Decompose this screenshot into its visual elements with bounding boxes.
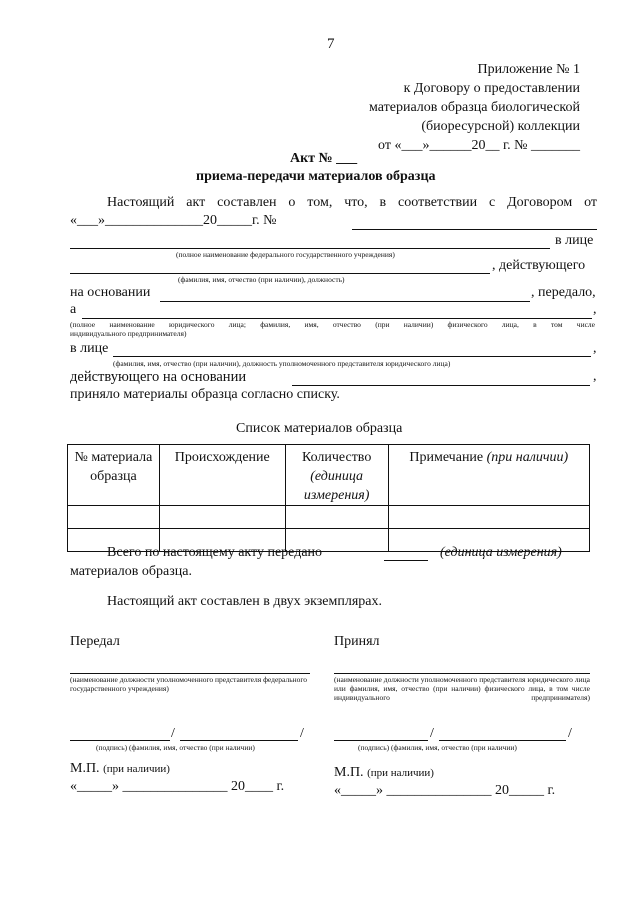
right-mp — [334, 765, 434, 781]
v-lice-label: в лице — [555, 233, 594, 248]
right-slash-end: / — [568, 726, 572, 741]
basis-comma: , — [593, 369, 597, 384]
col-quantity-line2: (единица — [310, 469, 363, 484]
right-name-line — [439, 740, 566, 741]
col-origin — [159, 445, 285, 506]
recipient-comma: , — [593, 302, 597, 317]
right-sign-hint: (подпись) (фамилия, имя, отчество (при наличии) — [358, 743, 517, 752]
left-mp-label: М.П. — [70, 761, 100, 776]
table-cell[interactable] — [68, 506, 160, 529]
col-quantity-line3: измерения) — [303, 488, 370, 503]
left-slash: / — [171, 726, 175, 741]
legal-entity-hint-1: (полное наименование юридического лица; фамилия, имя, отчество (при наличии) физического лица, в том числе — [70, 320, 595, 329]
col-material-number-line2: образца — [90, 469, 137, 484]
representative-comma: , — [593, 341, 597, 356]
appendix-line-2: к Договору о предоставлении — [403, 81, 580, 96]
left-mp — [70, 761, 170, 777]
v-lice-label-2: в лице — [70, 341, 109, 356]
table-cell[interactable] — [285, 506, 388, 529]
left-mp-note: (при наличии) — [103, 763, 170, 775]
fio-position-line — [70, 273, 490, 274]
contract-date-line: «___»______________20_____г. № — [70, 213, 277, 228]
act-title: Акт № ___ — [290, 151, 358, 166]
intro-text: Настоящий акт составлен о том, что, в соответствии с Договором от — [107, 195, 597, 210]
materials-table — [67, 444, 590, 552]
materials-label: материалов образца. — [70, 564, 192, 579]
peredalo-label: , передало, — [531, 285, 596, 300]
table-header-row — [68, 445, 590, 506]
col-quantity-line1: Количество — [301, 450, 372, 465]
right-date: «_____» _______________ 20_____ г. — [334, 783, 556, 798]
left-name-line — [180, 740, 298, 741]
legal-entity-hint-2: индивидуального предпринимателя) — [70, 329, 187, 338]
right-mp-note: (при наличии) — [367, 767, 434, 779]
representative-basis-line — [292, 385, 590, 386]
copies-text: Настоящий акт составлен в двух экземплярах. — [107, 594, 382, 609]
right-position-hint: (наименование должности уполномоченного представителя юридического лица или фамилия, имя, отчество (при наличии) физического лица, в том числе индивидуального предпринимателя) — [334, 675, 590, 702]
appendix-line-4: (биоресурсной) коллекции — [421, 119, 580, 134]
left-slash-end: / — [300, 726, 304, 741]
col-note-italic: (при наличии) — [486, 450, 569, 465]
representative-line — [113, 356, 591, 357]
na-osnovanii-label: на основании — [70, 285, 151, 300]
left-position-hint: (наименование должности уполномоченного представителя федерального государственного учреждения) — [70, 675, 308, 693]
col-note-label: Примечание — [409, 450, 487, 465]
appendix-header — [369, 60, 580, 155]
total-unit: (единица измерения) — [440, 545, 562, 560]
appendix-line-5: от «___»______20__ г. № _______ — [378, 138, 580, 153]
left-date: «_____» _______________ 20____ г. — [70, 779, 285, 794]
col-note — [388, 445, 589, 506]
contract-number-line — [352, 229, 597, 230]
recipient-line — [82, 318, 592, 319]
table-cell[interactable] — [159, 506, 285, 529]
right-signature-line — [334, 740, 428, 741]
transferred-label: Передал — [70, 634, 120, 649]
act-subtitle: приема-передачи материалов образца — [196, 169, 436, 184]
right-mp-label: М.П. — [334, 765, 364, 780]
a-label: а — [70, 302, 77, 317]
appendix-line-3: материалов образца биологической — [369, 100, 580, 115]
basis-line — [160, 301, 530, 302]
total-amount-line — [384, 560, 428, 561]
total-label: Всего по настоящему акту передано — [107, 545, 323, 560]
fio-position-hint: (фамилия, имя, отчество (при наличии), должность) — [178, 275, 345, 284]
institution-line — [70, 248, 550, 249]
appendix-line-1: Приложение № 1 — [477, 62, 580, 77]
table-row — [68, 506, 590, 529]
prinyalo-text: приняло материалы образца согласно списку. — [70, 387, 340, 402]
left-sign-hint: (подпись) (фамилия, имя, отчество (при наличии) — [96, 743, 255, 752]
col-material-number-line1: № материала — [74, 450, 153, 465]
col-quantity — [285, 445, 388, 506]
right-slash: / — [430, 726, 434, 741]
left-position-line — [70, 673, 310, 674]
right-position-line — [334, 673, 590, 674]
col-origin-label: Происхождение — [174, 450, 270, 465]
representative-hint: (фамилия, имя, отчество (при наличии), должность уполномоченного представителя юридического лица) — [113, 359, 451, 368]
deystvuyushchego-label: , действующего — [492, 258, 586, 273]
col-material-number — [68, 445, 160, 506]
page-number: 7 — [327, 36, 335, 52]
deystvuyushchego-na-osnovanii-label: действующего на основании — [70, 369, 247, 385]
list-title: Список материалов образца — [236, 421, 403, 436]
left-signature-line — [70, 740, 170, 741]
institution-hint: (полное наименование федерального государственного учреждения) — [176, 250, 395, 259]
table-cell[interactable] — [388, 506, 589, 529]
received-label: Принял — [334, 634, 380, 649]
